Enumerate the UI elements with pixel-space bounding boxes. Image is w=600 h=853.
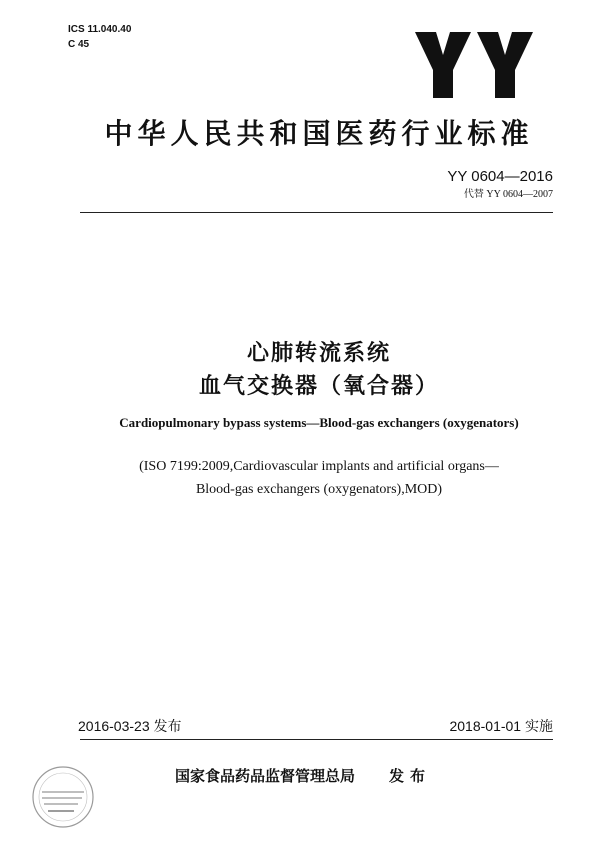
doc-title-zh-line2: 血气交换器（氧合器）	[198, 374, 439, 399]
footer-divider	[80, 739, 553, 740]
issuer-name: 国家食品药品监督管理总局	[175, 767, 356, 785]
yy-logo	[415, 32, 535, 98]
publish-date: 2016-03-23 发布	[78, 718, 182, 734]
doc-title-zh-line1: 心肺转流系统	[246, 341, 391, 366]
issuer-line	[175, 765, 431, 786]
seal-stamp	[28, 762, 98, 832]
iso-reference-line2: Blood-gas exchangers (oxygenators),MOD)	[195, 482, 443, 497]
standard-number: YY 0604—2016	[447, 168, 553, 185]
replaces-standard: 代替 YY 0604—2007	[463, 189, 553, 200]
doc-title-en: Cardiopulmonary bypass systems—Blood-gas exchangers (oxygenators)	[119, 415, 519, 430]
ics-code: ICS 11.040.40	[68, 24, 132, 35]
issuer-action: 发布	[389, 767, 432, 785]
effective-date: 2018-01-01 实施	[449, 718, 553, 734]
ccs-code: C 45	[68, 39, 90, 50]
iso-reference-line1: (ISO 7199:2009,Cardiovascular implants and artificial organs—	[139, 459, 499, 474]
header-divider	[80, 212, 553, 213]
page-title: 中华人民共和国医药行业标准	[104, 117, 534, 150]
